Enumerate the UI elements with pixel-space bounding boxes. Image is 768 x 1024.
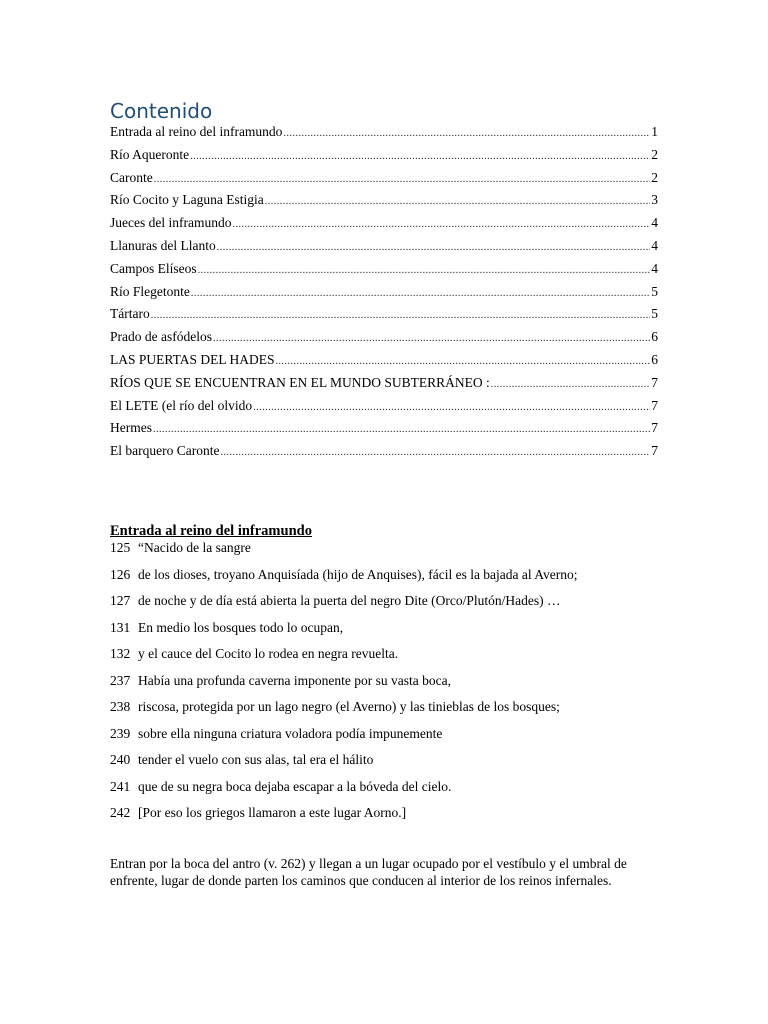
toc-entry-label: El barquero Caronte bbox=[110, 443, 220, 459]
toc-dot-leader bbox=[151, 307, 651, 325]
toc-entry-label: Caronte bbox=[110, 169, 153, 185]
verse-line bbox=[110, 619, 670, 646]
verse-text: riscosa, protegida por un lago negro (el Averno) y las tinieblas de los bosques; bbox=[138, 699, 560, 714]
verse-line bbox=[110, 778, 670, 805]
toc-dot-leader bbox=[276, 353, 651, 371]
toc-entry-label: RÍOS QUE SE ENCUENTRAN EN EL MUNDO SUBTERRÁNEO : bbox=[110, 374, 490, 390]
verse-text: tender el vuelo con sus alas, tal era el hálito bbox=[138, 752, 374, 767]
toc-entry[interactable] bbox=[110, 214, 658, 237]
toc-entry[interactable] bbox=[110, 283, 658, 306]
verse-number: 132 bbox=[110, 646, 131, 661]
verse-number: 126 bbox=[110, 566, 131, 582]
verse-line bbox=[110, 645, 670, 672]
toc-dot-leader bbox=[217, 239, 651, 257]
toc-page-number: 5 bbox=[651, 283, 658, 299]
toc-entry-label: Tártaro bbox=[110, 306, 150, 322]
toc-page-number: 2 bbox=[651, 146, 658, 162]
verse-number: 239 bbox=[110, 725, 131, 741]
toc-dot-leader bbox=[491, 376, 651, 394]
verse-text: Había una profunda caverna imponente por su vasta boca, bbox=[138, 672, 452, 688]
toc-entry-label: Campos Elíseos bbox=[110, 260, 197, 276]
toc-entry[interactable] bbox=[110, 146, 658, 169]
toc-entry-label: Jueces del inframundo bbox=[110, 215, 232, 231]
toc-dot-leader bbox=[213, 330, 650, 348]
toc-page-number: 4 bbox=[651, 260, 658, 276]
toc-page-number: 4 bbox=[651, 215, 658, 231]
verse-number: 237 bbox=[110, 672, 131, 688]
toc-page-number: 1 bbox=[651, 124, 658, 139]
toc-page-number: 7 bbox=[651, 420, 658, 436]
toc-entry-label: Río Aqueronte bbox=[110, 146, 190, 162]
toc-page-number: 6 bbox=[651, 329, 658, 345]
verse-text: [Por eso los griegos llamaron a este lugar Aorno.] bbox=[138, 805, 407, 820]
verse-line bbox=[110, 698, 670, 725]
toc-page-number: 3 bbox=[651, 192, 658, 208]
toc-entry[interactable] bbox=[110, 328, 658, 351]
body-paragraph: Entran por la boca del antro (v. 262) y llegan a un lugar ocupado por el vestíbulo y el umbral de enfrente, lugar de donde parten los caminos que conducen al interior de los reinos infernales. bbox=[110, 856, 627, 888]
verse-number: 241 bbox=[110, 778, 131, 794]
verse-list bbox=[110, 539, 670, 831]
toc-dot-leader bbox=[253, 399, 650, 417]
toc-entry[interactable] bbox=[110, 351, 658, 374]
toc-entry[interactable] bbox=[110, 397, 658, 420]
verse-text: que de su negra boca dejaba escapar a la bóveda del cielo. bbox=[138, 778, 452, 794]
verse-line bbox=[110, 672, 670, 699]
verse-number: 242 bbox=[110, 805, 131, 820]
toc-page-number: 5 bbox=[651, 306, 658, 322]
toc-dot-leader bbox=[153, 421, 650, 439]
toc-entry-label: Hermes bbox=[110, 420, 152, 436]
toc-entry[interactable] bbox=[110, 237, 658, 260]
toc-page-number: 6 bbox=[651, 351, 658, 367]
verse-line bbox=[110, 592, 670, 619]
toc-entry[interactable] bbox=[110, 191, 658, 214]
toc-page-number: 7 bbox=[651, 397, 658, 413]
table-of-contents bbox=[110, 123, 658, 465]
toc-dot-leader bbox=[190, 148, 650, 166]
verse-line bbox=[110, 804, 670, 831]
toc-dot-leader bbox=[232, 216, 650, 234]
toc-entry-label: Entrada al reino del inframundo bbox=[110, 124, 283, 139]
verse-text: y el cauce del Cocito lo rodea en negra revuelta. bbox=[138, 646, 399, 661]
verse-line bbox=[110, 725, 670, 752]
toc-entry[interactable] bbox=[110, 169, 658, 192]
verse-text: de los dioses, troyano Anquisíada (hijo de Anquises), fácil es la bajada al Averno; bbox=[138, 566, 578, 582]
toc-entry-label: Río Cocito y Laguna Estigia bbox=[110, 192, 264, 208]
verse-text: de noche y de día está abierta la puerta del negro Dite (Orco/Plutón/Hades) … bbox=[138, 593, 561, 608]
toc-entry[interactable] bbox=[110, 374, 658, 397]
toc-dot-leader bbox=[220, 444, 650, 462]
toc-entry-label: Río Flegetonte bbox=[110, 283, 190, 299]
toc-page-number: 7 bbox=[651, 443, 658, 459]
toc-dot-leader bbox=[154, 171, 651, 189]
section-heading: Entrada al reino del inframundo bbox=[110, 523, 312, 539]
verse-line bbox=[110, 566, 670, 593]
toc-entry-label: El LETE (el río del olvido bbox=[110, 397, 253, 413]
verse-number: 127 bbox=[110, 593, 131, 608]
toc-page-number: 7 bbox=[651, 374, 658, 390]
verse-number: 125 bbox=[110, 540, 131, 555]
toc-dot-leader bbox=[283, 125, 650, 143]
verse-text: En medio los bosques todo lo ocupan, bbox=[138, 619, 344, 635]
toc-dot-leader bbox=[191, 285, 650, 303]
toc-dot-leader bbox=[265, 193, 651, 211]
toc-entry-label: Prado de asfódelos bbox=[110, 329, 212, 345]
toc-title: Contenido bbox=[110, 99, 213, 123]
verse-number: 238 bbox=[110, 699, 131, 714]
verse-text: sobre ella ninguna criatura voladora podía impunemente bbox=[138, 725, 443, 741]
toc-entry[interactable] bbox=[110, 260, 658, 283]
toc-dot-leader bbox=[198, 262, 651, 280]
toc-entry-label: LAS PUERTAS DEL HADES bbox=[110, 351, 275, 367]
toc-entry[interactable] bbox=[110, 419, 658, 442]
verse-line bbox=[110, 751, 670, 778]
toc-entry-label: Llanuras del Llanto bbox=[110, 237, 216, 253]
toc-page-number: 4 bbox=[651, 237, 658, 253]
toc-entry[interactable] bbox=[110, 123, 658, 146]
verse-number: 240 bbox=[110, 752, 131, 767]
toc-entry[interactable] bbox=[110, 442, 658, 465]
toc-page-number: 2 bbox=[651, 169, 658, 185]
verse-line bbox=[110, 539, 670, 566]
verse-number: 131 bbox=[110, 619, 131, 635]
verse-text: “Nacido de la sangre bbox=[138, 540, 251, 555]
toc-entry[interactable] bbox=[110, 305, 658, 328]
